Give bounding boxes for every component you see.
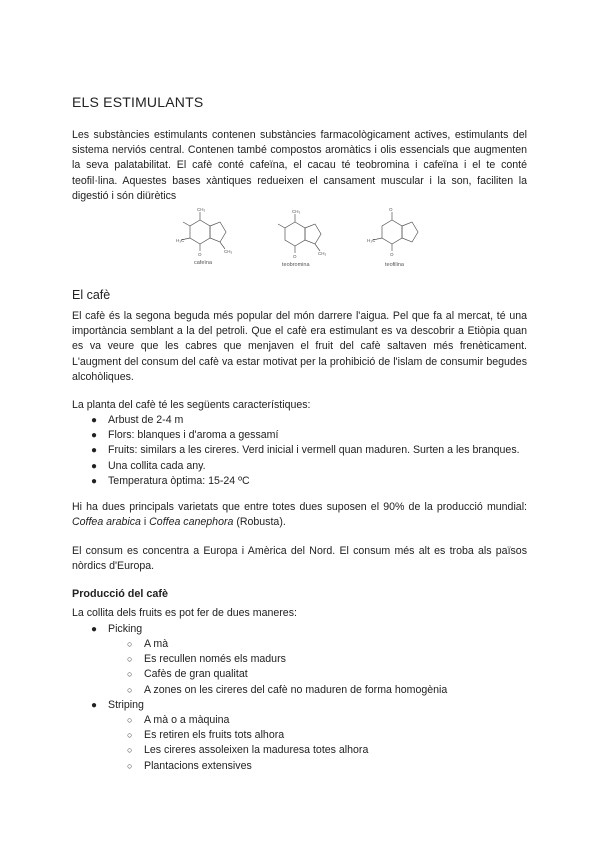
svg-text:O: O	[293, 254, 297, 259]
circle-bullet-icon: ○	[127, 669, 133, 680]
svg-text:H₃C: H₃C	[367, 238, 376, 243]
intro-paragraph: Les substàncies estimulants contenen substàncies farmacològicament actives, estimulants del sistema nerviós central. Contenen també compostos aromàtics i olis essencials que augmenten la seva palatabilitat. El cafè conté cafeïna, el cacau té teobromina i cafeïna i el te conté teofil·lina. Aquestes bases xàntiques redueixen el cansament muscular i la son, faciliten la digestió i són diürètics	[72, 129, 527, 202]
list-item: ○ Les cireres assoleixen la maduresa totes alhora	[144, 743, 368, 758]
characteristics-list	[91, 413, 528, 489]
circle-bullet-icon: ○	[127, 639, 133, 649]
molecule-name: teobromina	[282, 262, 310, 268]
bullet-icon: ●	[91, 624, 98, 635]
list-item: ○ A mà o a màquina	[144, 713, 368, 728]
svg-text:H₃C: H₃C	[176, 238, 185, 243]
striping-sublist	[127, 713, 369, 774]
bullet-icon: ●	[91, 700, 98, 711]
theobromine-structure	[278, 214, 321, 253]
caffeine-structure	[181, 212, 226, 251]
species-canephora: Coffea canephora	[149, 516, 234, 529]
list-item: ● Fruits: similars a les cireres. Verd inicial i vermell quan maduren. Surten a les branques.	[108, 443, 528, 458]
molecule-name: teofilina	[385, 262, 404, 268]
list-item: ● Una collita cada any.	[108, 459, 528, 474]
svg-text:O: O	[389, 207, 393, 212]
list-item: ○ Es recullen només els madurs	[144, 652, 447, 667]
cafe-intro-paragraph: El cafè és la segona beguda més popular del món darrere l'aigua. Pel que fa al mercat, té una importància semblant a la del petroli. Que el cafè era estimulant es va descobrir a Etiòpia quan es va veure que les cabres que menjaven el fruit del cafè saltaven més frenèticament. L'augment del consum del cafè va estar motivat per la prohibició de l'islam de consumir begudes alcohòliques.	[72, 310, 527, 383]
circle-bullet-icon: ○	[127, 715, 133, 725]
list-item: ○ A mà	[144, 637, 447, 652]
bullet-icon: ●	[91, 460, 98, 472]
svg-text:CH₃: CH₃	[197, 207, 206, 212]
list-item: ● Picking	[108, 622, 142, 637]
bullet-icon: ●	[91, 430, 98, 442]
list-item: ○ Cafès de gran qualitat	[144, 667, 447, 682]
harvest-intro-line: La collita dels fruits es pot fer de dues maneres:	[72, 607, 297, 619]
method-picking	[91, 622, 143, 637]
circle-bullet-icon: ○	[127, 760, 133, 771]
molecule-name: cafeïna	[194, 260, 213, 266]
theophylline-structure	[373, 212, 418, 251]
varieties-paragraph: Hi ha dues principals varietats que entre totes dues suposen el 90% de la producció mundial: Coffea arabica i Coffea canephora (Robusta).	[72, 501, 527, 529]
consumption-paragraph: El consum es concentra a Europa i Amèrica del Nord. El consum més alt es troba als països nòrdics d'Europa.	[72, 545, 527, 573]
list-item: ○ Es retiren els fruits tots alhora	[144, 728, 368, 743]
circle-bullet-icon: ○	[127, 745, 133, 756]
list-item: ● Flors: blanques i d'aroma a gessamí	[108, 428, 528, 443]
circle-bullet-icon: ○	[127, 654, 133, 665]
list-item: ● Arbust de 2-4 m	[108, 413, 528, 428]
list-item: ● Striping	[108, 698, 144, 713]
list-item: ○ A zones on les cireres del cafè no maduren de forma homogènia	[144, 683, 447, 698]
bullet-icon: ●	[91, 415, 98, 426]
section-heading-cafe: El cafè	[72, 288, 111, 302]
svg-text:CH₃: CH₃	[318, 251, 327, 256]
list-item: ○ Plantacions extensives	[144, 759, 368, 774]
method-striping	[91, 698, 144, 713]
svg-text:CH₃: CH₃	[224, 249, 233, 254]
species-arabica: Coffea arabica	[72, 516, 141, 529]
plant-intro-line: La planta del cafè té les següents característiques:	[72, 399, 311, 411]
picking-sublist	[127, 637, 448, 698]
svg-text:O: O	[390, 252, 394, 257]
section-heading-production: Producció del cafè	[72, 588, 169, 600]
list-item: ● Temperatura òptima: 15-24 ºC	[108, 474, 528, 489]
xanthine-structures-figure	[170, 206, 440, 268]
circle-bullet-icon: ○	[127, 684, 133, 695]
svg-text:O: O	[198, 252, 202, 257]
bullet-icon: ●	[91, 445, 98, 457]
page-title: ELS ESTIMULANTS	[72, 94, 204, 110]
svg-text:CH₃: CH₃	[292, 209, 301, 214]
circle-bullet-icon: ○	[127, 730, 133, 741]
bullet-icon: ●	[91, 475, 98, 487]
